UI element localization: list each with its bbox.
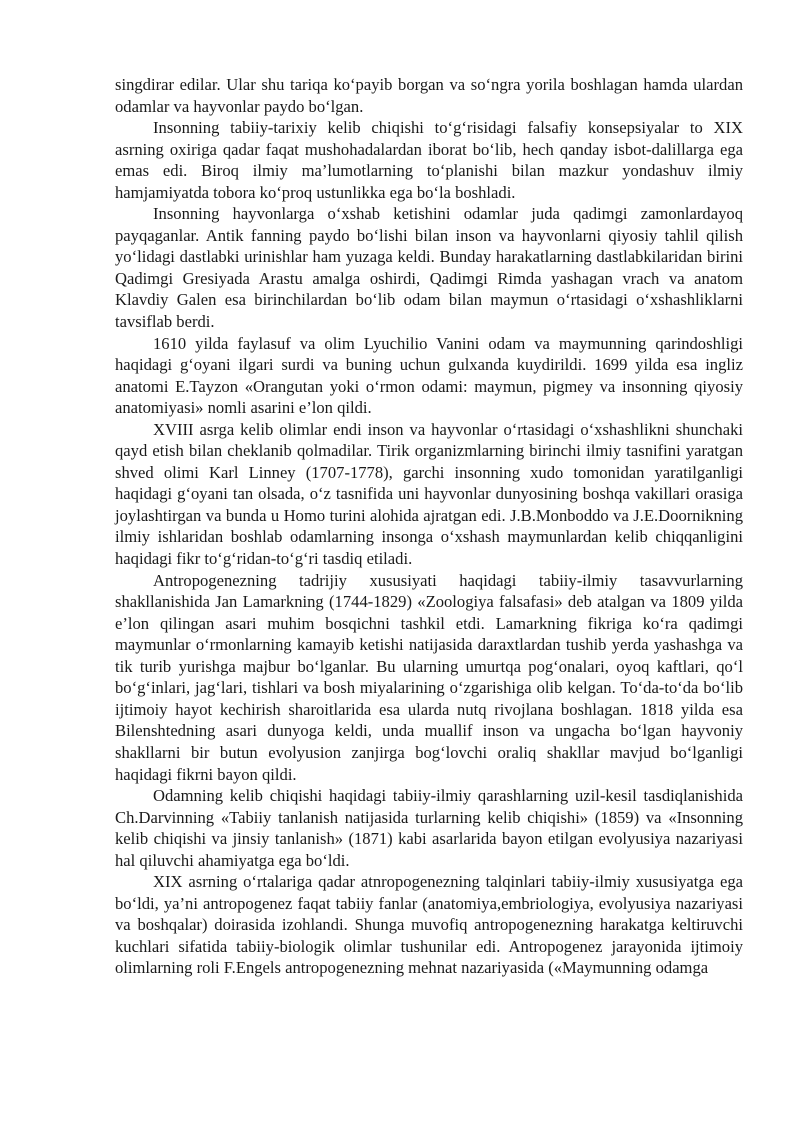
- paragraph-linnaeus: XVIII asrga kelib olimlar endi inson va hayvonlar o‘rtasidagi o‘xshashlikni shunchaki qayd etish bilan cheklanib qolmadilar. Tirik organizmlarning birinchi ilmiy tasnifini yaratgan shved olimi Karl Linney (1707-1778), garchi insonning xudo tomonidan yaratilganligi haqidagi g‘oyani tan olsada, o‘z tasnifida uni hayvonlar dunyosining boshqa vakillari orasiga joylashtirgan va bunda u Homo turini alohida ajratgan edi. J.B.Monboddo va J.E.Doornikning ilmiy ishlaridan boshlab odamlarning insonga o‘xshash maymunlardan kelib chiqqanligini haqidagi fikr to‘g‘ridan-to‘g‘ri tasdiq etiladi.: [115, 419, 743, 569]
- paragraph-engels: XIX asrning o‘rtalariga qadar atnropogenezning talqinlari tabiiy-ilmiy xususiyatga ega bo‘ldi, ya’ni antropogenez faqat tabiiy fanlar (anatomiya,embriologiya, evolyusiya nazariyasi va boshqalar) doirasida izohlandi. Shunga muvofiq antropogenezning harakatga keltiruvchi kuchlari sifatida tabiiy-biologik olimlar tushunilar edi. Antropogenez jarayonida ijtimoiy olimlarning roli F.Engels antropogenezning mehnat nazariyasida («Maymunning odamga: [115, 872, 743, 978]
- paragraph-lamarck: Antropogenezning tadrijiy xususiyati haqidagi tabiiy-ilmiy tasavvurlarning shakllanishida Jan Lamarkning (1744-1829) «Zoologiya falsafasi» deb atalgan va 1809 yilda e’lon qilingan asari muhim bosqichni tashkil etdi. Lamarkning fikriga ko‘ra qadimgi maymunlar o‘rmonlarning kamayib ketishi natijasida daraxtlardan tushib yerda yashashga va tik turib yurishga majbur bo‘lganlar. Bu ularning umurtqa pog‘onalari, oyoq kaftlari, qo‘l bo‘g‘inlari, jag‘lari, tishlari va bosh miyalarining o‘zgarishiga olib kelgan. To‘da-to‘da bo‘lib ijtimoiy hayot kechirish sharoitlarida esa ularda nutq rivojlana boshlagan. 1818 yilda esa Bilenshtedning asari dunyoga keldi, unda muallif inson va ungacha bo‘lgan hayvoniy shakllarni bir butun evolyusion zanjirga bog‘lovchi oraliq shakllar mavjud bo‘lganligi haqidagi fikrni bayon qildi.: [115, 570, 743, 784]
- paragraph-continuation: singdirar edilar. Ular shu tariqa ko‘payib borgan va so‘ngra yorila boshlagan hamda ulardan odamlar va hayvonlar paydo bo‘lgan.: [115, 75, 743, 116]
- paragraph-philosophical-concepts: Insonning tabiiy-tarixiy kelib chiqishi to‘g‘risidagi falsafiy konsepsiyalar to XIX asrning oxiriga qadar faqat mushohadalardan iborat bo‘lib, hech qanday isbot-dalillarga ega emas edi. Biroq ilmiy ma’lumotlarning to‘planishi bilan mazkur yondashuv ilmiy hamjamiyatda tobora ko‘proq ustunlikka ega bo‘la boshladi.: [115, 118, 743, 202]
- paragraph-vanini-tyson: 1610 yilda faylasuf va olim Lyuchilio Vanini odam va maymunning qarindoshligi haqidagi g‘oyani ilgari surdi va buning uchun gulxanda kuydirildi. 1699 yilda esa ingliz anatomi E.Tayzon «Orangutan yoki o‘rmon odami: maymun, pigmey va insonning qiyosiy anatomiyasi» nomli asarini e’lon qildi.: [115, 333, 743, 418]
- paragraph-antiquity: Insonning hayvonlarga o‘xshab ketishini odamlar juda qadimgi zamonlardayoq payqaganlar. Antik fanning paydo bo‘lishi bilan inson va hayvonlarni qiyosiy tahlil qilish yo‘lidagi dastlabki urinishlar ham yuzaga keldi. Bunday harakatlarning dastlabkilaridan birini Qadimgi Gresiyada Arastu amalga oshirdi, Qadimgi Rimda yashagan vrach va anatom Klavdiy Galen esa birinchilardan bo‘lib odam bilan maymun o‘rtasidagi o‘xshashliklarni tavsiflab berdi.: [115, 204, 743, 332]
- paragraph-darwin: Odamning kelib chiqishi haqidagi tabiiy-ilmiy qarashlarning uzil-kesil tasdiqlanishida Ch.Darvinning «Tabiiy tanlanish natijasida turlarning kelib chiqishi» (1859) va «Insonning kelib chiqishi va jinsiy tanlanish» (1871) kabi asarlarida bayon etilgan evolyusiya nazariyasi hal qiluvchi ahamiyatga ega bo‘ldi.: [115, 786, 743, 870]
- document-page: [115, 74, 743, 979]
